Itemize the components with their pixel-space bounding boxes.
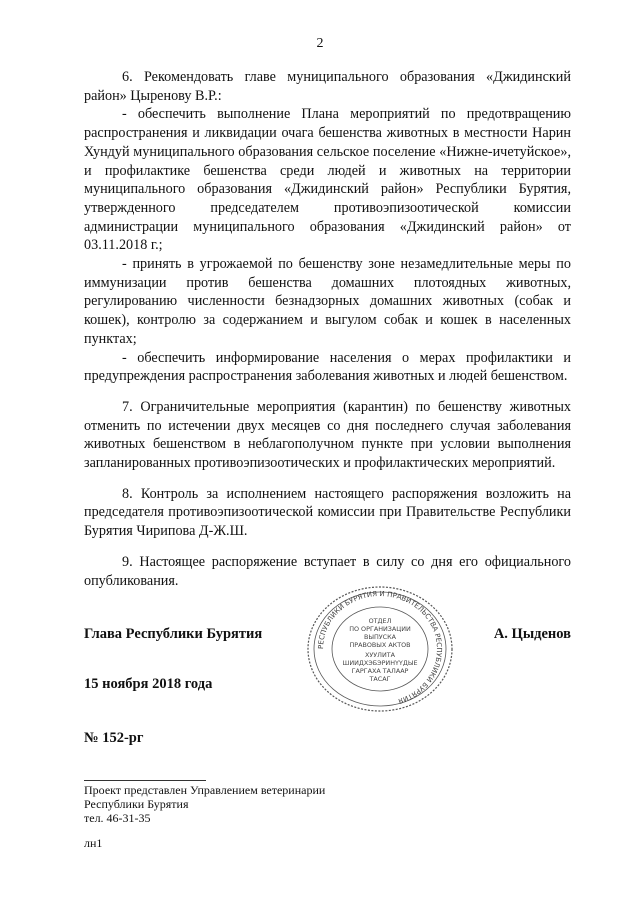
stamp-line: ПРАВОВЫХ АКТОВ — [349, 641, 411, 649]
page-number: 2 — [316, 36, 324, 51]
paragraph-6-item-1: - обеспечить выполнение Плана мероприятий по предотвращению распространения и ликвидации очага бешенства животных в местности Нарин Хундуй муниципального образования сельское поселение «Нижне-ичетуйское», и профилактике бешенства среди людей и животных на территории муниципального образования «Джидинский район» Республики Бурятия, утвержденного председателем противоэпизоотической комиссии администрации муниципального образования «Джидинский район» от 03.11.2018 г.; — [84, 106, 571, 254]
footnote-line: тел. 46-31-35 — [84, 811, 151, 825]
paragraph-8: 8. Контроль за исполнением настоящего распоряжения возложить на председателя противоэпизоотической комиссии при Правительстве Республики Бурятия Чирипова Д-Ж.Ш. — [84, 485, 571, 540]
stamp-line: ГАРГАХА ТАЛААР — [351, 667, 409, 675]
paragraph-9: 9. Настоящее распоряжение вступает в силу со дня его официального опубликования. — [84, 553, 571, 589]
paragraph-7: 7. Ограничительные мероприятия (карантин) по бешенству животных отменить по истечении двух месяцев со дня последнего случая заболевания животных бешенством в неблагополучном пункте при условии выполнения запланированных противоэпизоотических и профилактических мероприятий. — [84, 398, 571, 472]
stamp-ring-text: РЕСПУБЛИКИ БУРЯТИЯ И ПРАВИТЕЛЬСТВА РЕСПУБЛИКИ БУРЯТИЯ — [316, 589, 444, 706]
stamp-line: ПО ОРГАНИЗАЦИИ — [349, 625, 411, 633]
document-date: 15 ноября 2018 года — [84, 676, 213, 692]
paragraph-6: 6. Рекомендовать главе муниципального образования «Джидинский район» Цыренову В.Р.: — [84, 69, 571, 104]
stamp-line: ХУУЛИТА — [364, 651, 396, 659]
document-number: № 152-рг — [84, 730, 144, 746]
paragraph-6-item-3: - обеспечить информирование населения о мерах профилактики и предупреждения распространения заболевания животных и людей бешенством. — [84, 349, 571, 385]
footnote — [84, 783, 325, 825]
official-stamp — [305, 585, 455, 713]
stamp-line: ВЫПУСКА — [363, 633, 397, 641]
stamp-line: ТАСАГ — [369, 675, 391, 683]
footnote-divider — [84, 780, 206, 781]
signatory-title: Глава Республики Бурятия — [84, 626, 263, 642]
stamp-line: ШИИДХЭБЭРИНҮҮДЫЕ — [342, 659, 418, 667]
stamp-line: ОТДЕЛ — [368, 617, 392, 625]
document-body — [84, 68, 571, 590]
signatory-name: А. Цыденов — [493, 626, 571, 642]
document-code: лн1 — [84, 836, 103, 850]
footnote-line: Республики Бурятия — [84, 797, 189, 811]
footnote-line: Проект представлен Управлением ветеринарии — [84, 783, 326, 797]
paragraph-6-item-2: - принять в угрожаемой по бешенству зоне незамедлительные меры по иммунизации против бешенства домашних плотоядных животных, регулированию численности безнадзорных домашних животных (собак и кошек), контролю за содержанием и выгулом собак и кошек в населенных пунктах; — [84, 256, 571, 347]
